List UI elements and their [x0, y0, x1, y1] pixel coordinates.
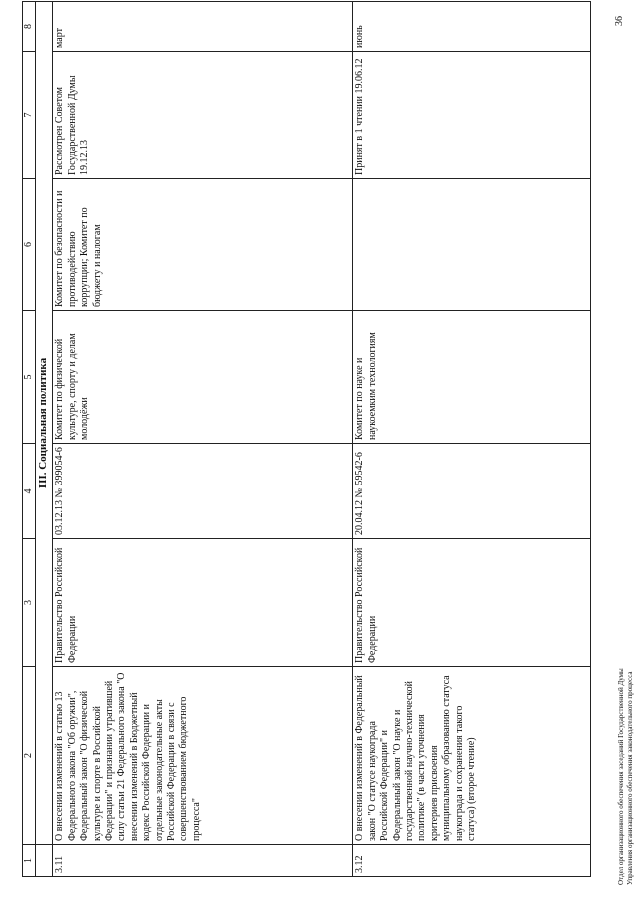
column-number: 1 [23, 845, 36, 877]
bill-stage: Рассмотрен Советом Государственной Думы 19.12.13 [53, 52, 353, 179]
column-number: 7 [23, 52, 36, 179]
column-number: 6 [23, 179, 36, 311]
column-number: 5 [23, 311, 36, 444]
table-row [53, 2, 353, 877]
bill-stage: Принят в 1 чтении 19.06.12 [353, 52, 591, 179]
section-title: III. Социальная политика [36, 2, 53, 845]
page-number: 36 [614, 16, 625, 26]
row-number: 3.12 [353, 845, 591, 877]
bill-title: О внесении изменений в статью 13 Федерального закона "Об оружии", Федеральный закон "О физической культуре и спорте в Российской Федерации" и признании утратившей силу статьи 21 Федерального закона "О внесении изменений в Бюджетный кодекс Российской Федерации и отдельные законодательные акты Российской Федерации в связи с совершенствованием бюджетного процесса" [53, 667, 353, 845]
bill-initiator: Правительство Российской Федерации [353, 539, 591, 667]
bill-registration: 20.04.12 № 59542-6 [353, 444, 591, 539]
column-numbers-row [23, 2, 36, 877]
column-number: 4 [23, 444, 36, 539]
bill-term: июнь [353, 2, 591, 52]
table-row [353, 2, 591, 877]
row-number: 3.11 [53, 845, 353, 877]
bill-registration: 03.12.13 № 399054-6 [53, 444, 353, 539]
bill-committee: Комитет по науке и наукоемким технологиям [353, 311, 591, 444]
bill-term: март [53, 2, 353, 52]
column-number: 8 [23, 2, 36, 52]
bills-table [22, 1, 591, 877]
bill-title: О внесении изменений в Федеральный закон "О статусе наукограда Российской Федерации" и Федеральный закон "О науке и государственной научно-технической политике" (в части уточнения критериев присвоения муниципальному образованию статуса наукограда и сохранения такого статуса) (второе чтение) [353, 667, 591, 845]
column-number: 2 [23, 667, 36, 845]
bill-co-committees: Комитет по безопасности и противодействию коррупции; Комитет по бюджету и налогам [53, 179, 353, 311]
bill-co-committees [353, 179, 591, 311]
section-row [36, 2, 53, 877]
footer-department: Отдел организационного обеспечения заседаний Государственной Думы [617, 668, 625, 885]
column-number: 3 [23, 539, 36, 667]
bill-committee: Комитет по физической культуре, спорту и делам молодёжи [53, 311, 353, 444]
footer-directorate: Управления организационного обеспечения законодательного процесса [626, 671, 634, 885]
bill-initiator: Правительство Российской Федерации [53, 539, 353, 667]
